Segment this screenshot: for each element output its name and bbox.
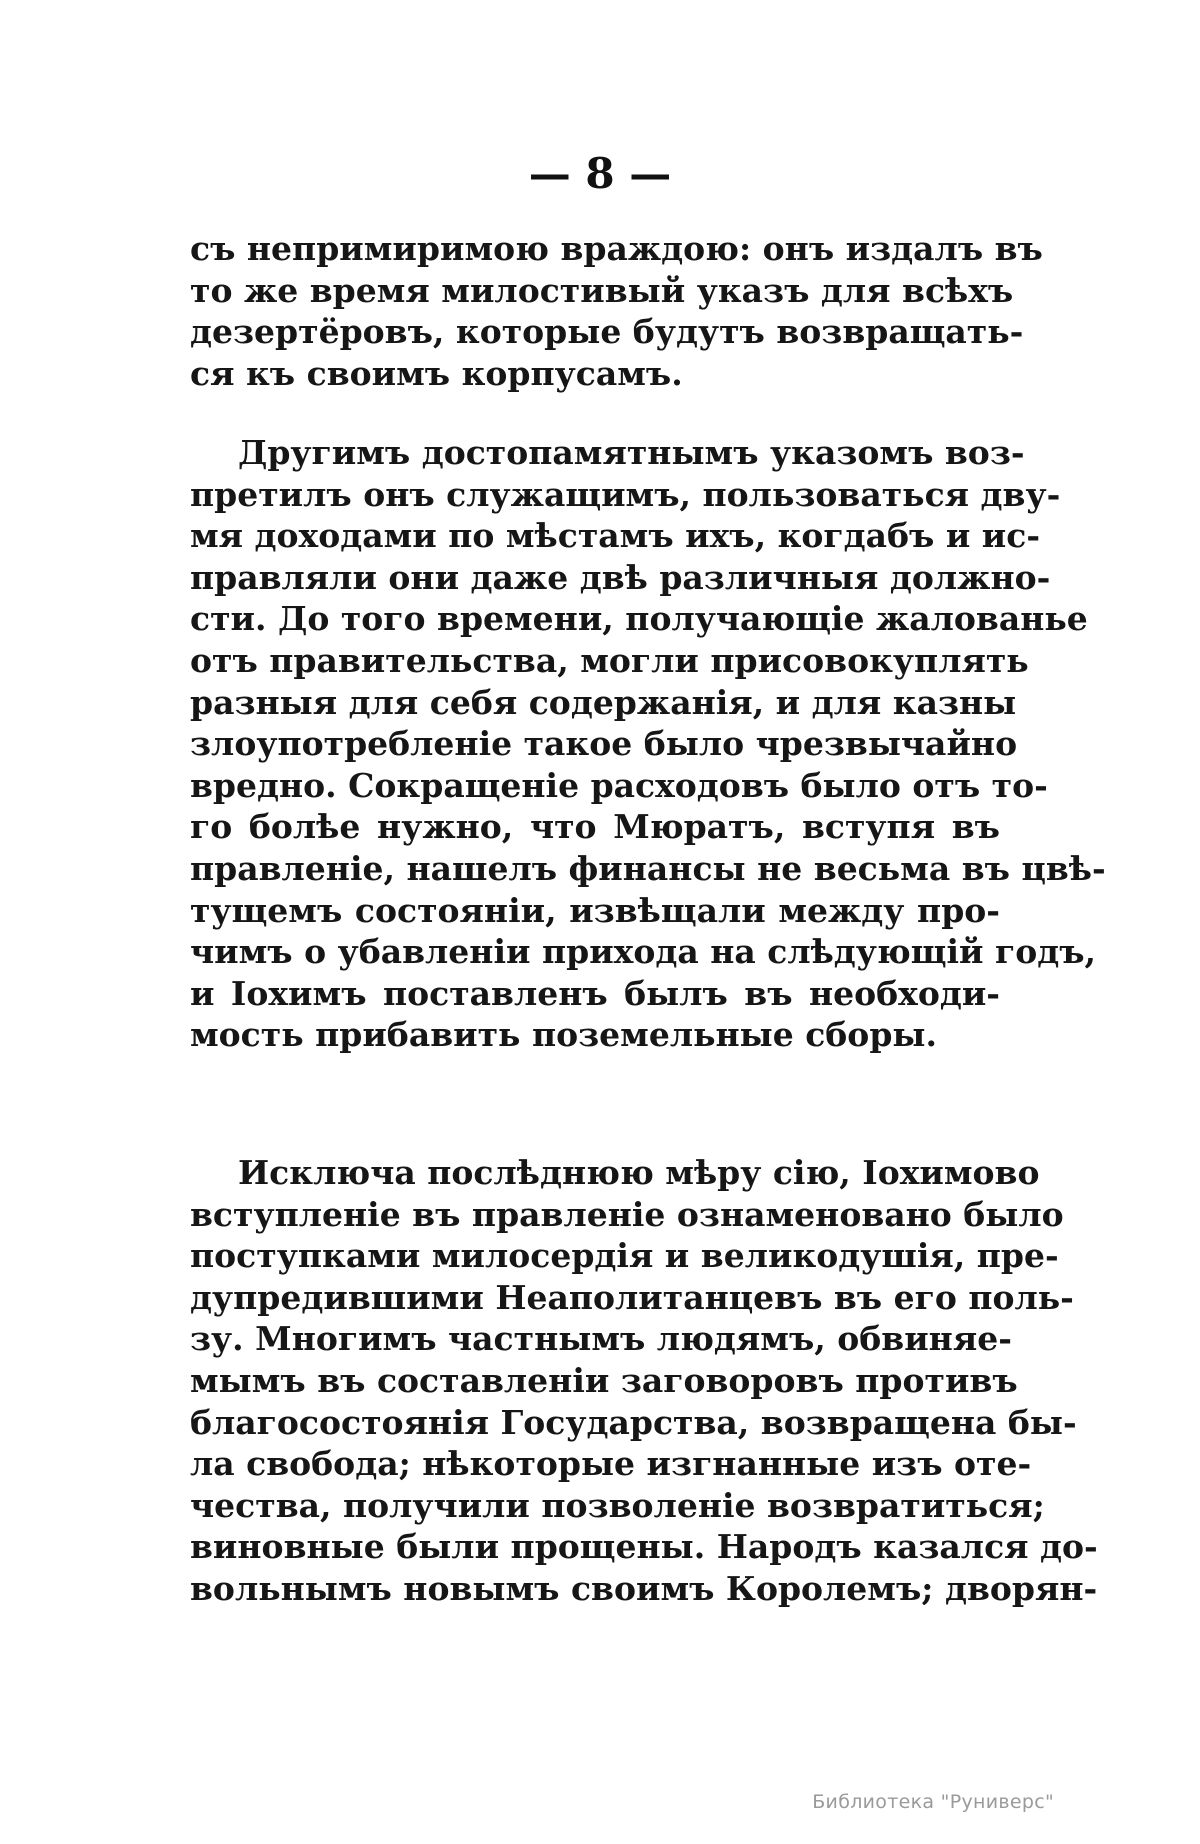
text-line: злоупотребленіе такое было чрезвычайно [190,724,1018,764]
text-line: и Іохимъ поставленъ былъ въ необходи- [190,973,1000,1013]
text-line: мость прибавить поземельные сборы. [190,1015,937,1055]
text-line: мя доходами по мѣстамъ ихъ, когдабъ и ис- [190,516,1041,556]
text-line: виновные были прощены. Народъ казался до- [190,1527,1098,1567]
text-line: то же время милостивый указъ для всѣхъ [190,270,1014,310]
text-line: дупредившими Неаполитанцевъ въ его поль- [190,1277,1074,1317]
text-line: правляли они даже двѣ различныя должно- [190,557,1051,597]
text-line: ла свобода; нѣкоторые изгнанные изъ оте- [190,1444,1032,1484]
text-line: тущемъ состояніи, извѣщали между про- [190,890,1000,930]
text-line: дезертёровъ, которые будутъ возвращать- [190,312,1024,352]
text-line: мымъ въ составленіи заговоровъ противъ [190,1360,1018,1400]
text-line: правленіе, нашелъ финансы не весьма въ цвѣ- [190,848,1106,888]
text-line: вредно. Сокращеніе расходовъ было отъ то- [190,765,1048,805]
text-line: ся къ своимъ корпусамъ. [190,353,683,393]
paragraph-3 [190,1152,1098,1610]
text-line: вступленіе въ правленіе ознаменовано было [190,1194,1064,1234]
text-line: чества, получили позволеніе возвратиться; [190,1485,1045,1525]
text-line: сти. До того времени, получающіе жалованье [190,599,1088,639]
page-number: — 8 — [528,149,672,198]
text-line: поступками милосердія и великодушія, пре- [190,1236,1059,1276]
text-line: зу. Многимъ частнымъ людямъ, обвиняе- [190,1319,1012,1359]
text-line: Другимъ достопамятнымъ указомъ воз- [238,433,1025,472]
paragraph-2 [190,432,1106,1056]
text-line: отъ правительства, могли присовокуплять [190,640,1029,680]
paragraph-1 [190,228,1043,394]
text-line: вольнымъ новымъ своимъ Королемъ; дворян- [190,1568,1098,1608]
text-line: съ непримиримою враждою: онъ издалъ въ [190,229,1043,268]
text-line: Исключа послѣднюю мѣру сію, Іохимово [238,1153,1040,1192]
text-line: благосостоянія Государства, возвращена бы- [190,1402,1077,1442]
library-watermark: Библиотека "Руниверс" [812,1791,1054,1813]
text-line: разныя для себя содержанія, и для казны [190,682,1017,722]
text-line: претилъ онъ служащимъ, пользоваться дву- [190,474,1061,514]
text-line: чимъ о убавленіи прихода на слѣдующій годъ, [190,932,1097,972]
text-line: го болѣе нужно, что Мюратъ, вступя въ [190,807,1000,847]
